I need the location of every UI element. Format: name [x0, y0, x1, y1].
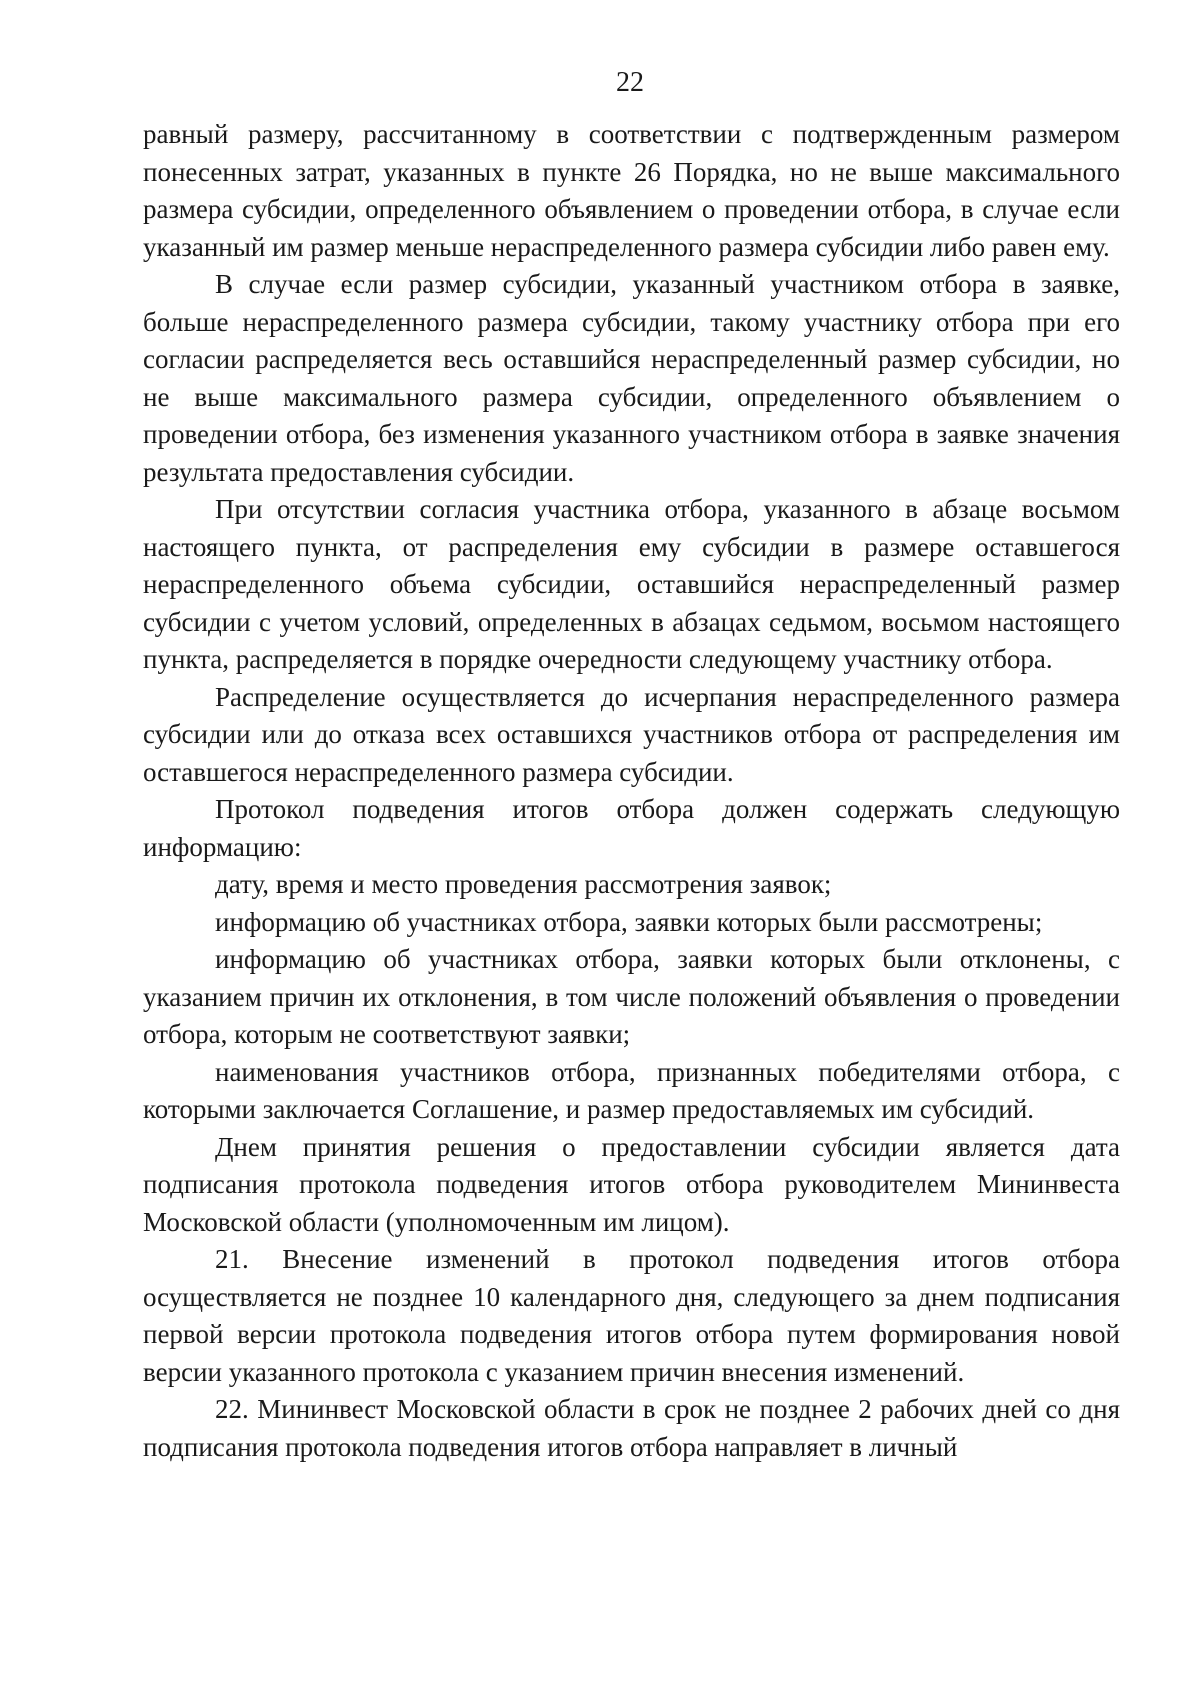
page-number: 22 — [616, 67, 644, 98]
paragraph-subsidy-size: равный размеру, рассчитанному в соответствии с подтвержденным размером понесенных затрат, указанных в пункте 26 Порядка, но не выше максимального размера субсидии, определенного объявлением о проведении отбора, в случае если указанный им размер меньше нераспределенного размера субсидии либо равен ему. — [143, 119, 1120, 262]
list-item-rejected-participants: информацию об участниках отбора, заявки которых были отклонены, с указанием причин их отклонения, в том числе положений объявления о проведении отбора, которым не соответствуют заявки; — [143, 944, 1120, 1049]
paragraph-no-consent: При отсутствии согласия участника отбора, указанного в абзаце восьмом настоящего пункта, от распределения ему субсидии в размере оставшегося нераспределенного объема субсидии, оставшийся нераспределенный размер субсидии с учетом условий, определенных в абзацах седьмом, восьмом настоящего пункта, распределяется в порядке очередности следующему участнику отбора. — [143, 494, 1120, 674]
paragraph-decision-date: Днем принятия решения о предоставлении субсидии является дата подписания протокола подведения итогов отбора руководителем Мининвеста Московской области (уполномоченным им лицом). — [143, 1131, 1120, 1237]
paragraph-item-22: 22. Мининвест Московской области в срок не позднее 2 рабочих дней со дня подписания протокола подведения итогов отбора направляет в личный — [143, 1394, 1120, 1462]
list-item-winners: наименования участников отбора, признанных победителями отбора, с которыми заключается Соглашение, и размер предоставляемых им субсидий. — [143, 1056, 1120, 1124]
document-body — [143, 116, 1120, 1466]
paragraph-distribution: Распределение осуществляется до исчерпания нераспределенного размера субсидии или до отказа всех оставшихся участников отбора от распределения им оставшегося нераспределенного размера субсидии. — [143, 681, 1120, 787]
list-item-date-time-place: дату, время и место проведения рассмотрения заявок; — [215, 869, 832, 899]
paragraph-larger-subsidy: В случае если размер субсидии, указанный участником отбора в заявке, больше нераспределенного размера субсидии, такому участнику отбора при его согласии распределяется весь оставшийся нераспределенный размер субсидии, но не выше максимального размера субсидии, определенного объявлением о проведении отбора, без изменения указанного участником отбора в заявке значения результата предоставления субсидии. — [143, 269, 1120, 487]
paragraph-item-21: 21. Внесение изменений в протокол подведения итогов отбора осуществляется не позднее 10 календарного дня, следующего за днем подписания первой версии протокола подведения итогов отбора путем формирования новой версии указанного протокола с указанием причин внесения изменений. — [143, 1244, 1120, 1387]
paragraph-protocol-contents: Протокол подведения итогов отбора должен содержать следующую информацию: — [143, 794, 1120, 862]
list-item-reviewed-participants: информацию об участниках отбора, заявки которых были рассмотрены; — [215, 906, 1043, 937]
